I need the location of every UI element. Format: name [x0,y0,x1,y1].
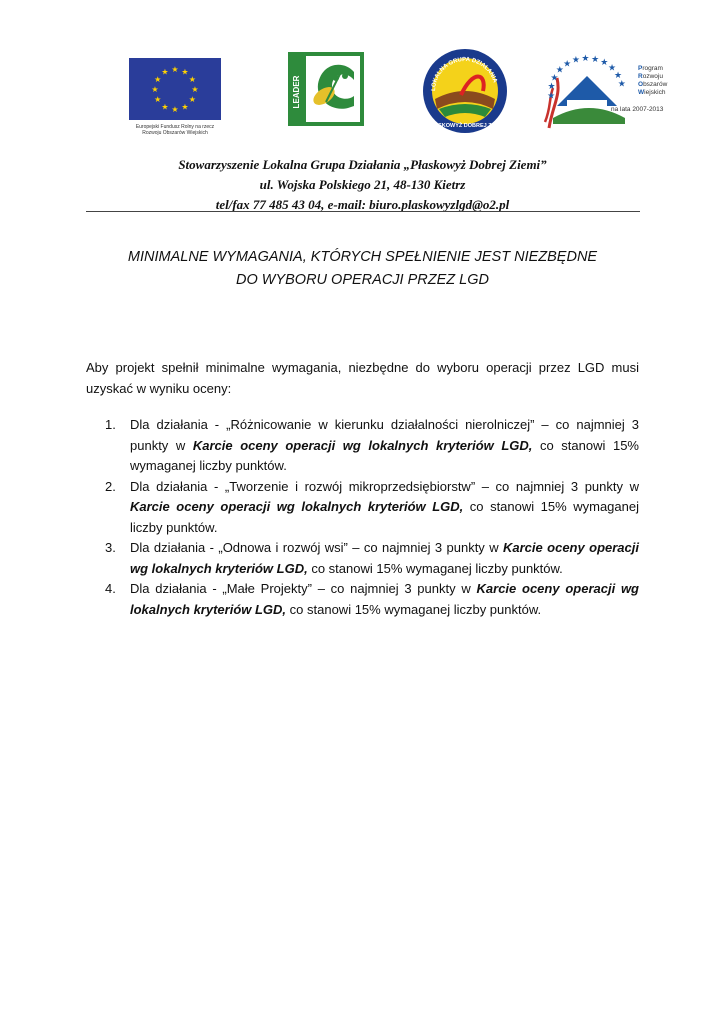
prow-star-icon: ★ [608,62,617,73]
lgd-bottom-text: PŁASKOWYŻ DOBREJ ZIEMI [427,123,503,129]
prow-line: Program [638,65,663,72]
eu-star-icon: ★ [151,85,159,94]
prow-star-icon: ★ [614,69,623,80]
eu-star-icon: ★ [161,67,169,77]
eu-star-icon: ★ [154,75,162,84]
organization-contact: tel/fax 77 485 43 04, e-mail: biuro.plaskowyzlgd@o2.pl [215,197,510,212]
eu-star-icon: ★ [161,102,169,112]
document-title [0,246,725,292]
list-item: 3. Dla działania - „Odnowa i rozwój wsi” – co najmniej 3 punkty w Karcie oceny operacji wg lokalnych kryteriów LGD, co stanowi 15% wymaganej liczby punktów. [105,540,639,576]
prow-text [638,65,667,97]
prow-star-icon: ★ [547,81,556,92]
leader-text: LEADER [292,75,301,109]
prow-line: Wiejskich [638,89,666,96]
list-item: 2. Dla działania - „Tworzenie i rozwój mikroprzedsiębiorstw” – co najmniej 3 punkty w Karcie oceny operacji wg lokalnych kryteriów LGD, co stanowi 15% wymaganej liczby punktów. [105,478,639,535]
organization-name: Stowarzyszenie Lokalna Grupa Działania „Płaskowyż Dobrej Ziemi” [178,157,547,172]
eu-star-icon: ★ [188,75,196,84]
organization-address: ul. Wojska Polskiego 21, 48-130 Kietrz [259,177,466,192]
title-line: DO WYBORU OPERACJI PRZEZ LGD [236,272,489,288]
logo-row [0,52,725,142]
eu-caption [127,124,223,136]
list-item: 1. Dla działania - „Różnicowanie w kierunku działalności nierolniczej” – co najmniej 3 punkty w Karcie oceny operacji wg lokalnych kryteriów LGD, co stanowi 15% wymaganej liczby punktów. [105,417,639,473]
organization-header [0,155,725,215]
prow-line: Rozwoju [638,73,663,80]
intro-paragraph: Aby projekt spełnił minimalne wymagania, niezbędne do wyboru operacji przez LGD musi uzyskać w wyniku oceny: [86,360,639,396]
prow-line: Obszarów [638,81,668,88]
prow-star-icon: ★ [555,64,564,75]
eu-star-icon: ★ [171,65,179,74]
eu-caption-line: Rozwoju Obszarów Wiejskich [142,130,208,136]
title-line: MINIMALNE WYMAGANIA, KTÓRYCH SPEŁNIENIE JEST NIEZBĘDNE [127,249,598,265]
eu-flag-icon [129,58,221,120]
prow-star-icon: ★ [581,53,590,64]
eu-caption-line: Europejski Fundusz Rolny na rzecz [135,124,215,130]
prow-years: na lata 2007-2013 [611,106,664,113]
prow-logo [543,48,683,134]
list-item: 4. Dla działania - „Małe Projekty” – co najmniej 3 punkty w Karcie oceny operacji wg lokalnych kryteriów LGD, co stanowi 15% wymaganej liczby punktów. [105,581,639,617]
header-divider [86,211,640,212]
requirements-list [105,415,639,620]
prow-star-icon: ★ [591,53,600,64]
prow-star-icon: ★ [617,78,626,89]
eu-star-icon: ★ [181,67,189,77]
prow-star-icon: ★ [571,54,580,65]
prow-star-icon: ★ [550,72,559,83]
eu-star-icon: ★ [191,85,199,94]
leader-logo [288,52,364,126]
eu-star-icon: ★ [171,105,179,114]
prow-star-icon: ★ [547,90,556,101]
prow-star-icon: ★ [600,57,609,68]
prow-star-icon: ★ [563,58,572,69]
eu-star-icon: ★ [181,102,189,112]
eu-star-icon: ★ [188,95,196,104]
lgd-logo [421,47,509,135]
eu-flag-logo [129,58,221,136]
eu-star-icon: ★ [154,95,162,104]
lgd-ring-text: LOKALNA GRUPA DZIAŁANIA [430,56,498,92]
